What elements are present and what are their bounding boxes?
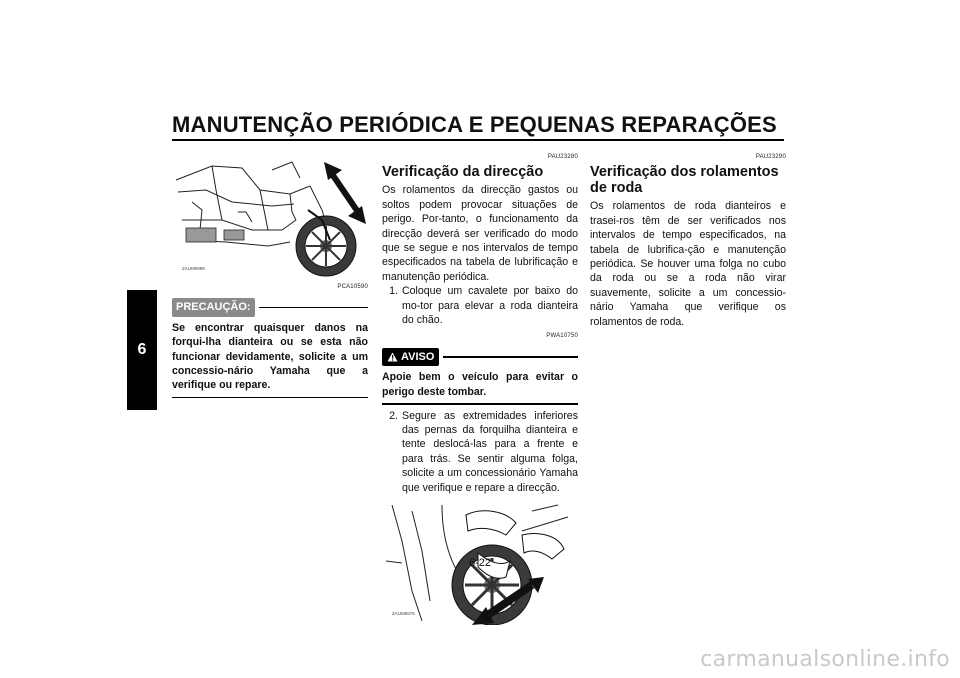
left-column bbox=[172, 150, 368, 398]
step-number: 1. bbox=[389, 285, 398, 298]
warning-header bbox=[382, 348, 578, 366]
chapter-tab: 6 bbox=[127, 290, 157, 410]
section-code: PAU23290 bbox=[755, 154, 786, 160]
wheel-bearings-title: Verificação dos rolamentos de roda bbox=[590, 164, 779, 197]
header-rule bbox=[172, 139, 784, 141]
right-column bbox=[590, 150, 786, 329]
steering-check-title: Verificação da direcção bbox=[382, 164, 544, 181]
wheel-bearings-body: Os rolamentos de roda dianteiros e trasei-ros têm de ser verificados nos intervalos de tempo especificados, na tabela de lubrifica-ção e manutenção periódica. Se houver uma folga no cubo da roda ou se a roda não virar suavemente, solicite a um concessio-nário Yamaha que verifique os rolamentos de roda. bbox=[590, 200, 786, 328]
step-text: Segure as extremidades inferiores das pernas da forquilha dianteira e tente deslocá-las para a frente e para trás. Se sentir alguma folga, solicite a um concessionário Yamaha que verifique e repare a direcção. bbox=[402, 409, 578, 494]
warning-label: AVISO bbox=[401, 350, 435, 363]
step-number: 2. bbox=[389, 409, 398, 422]
front-wheel-graphic bbox=[296, 210, 356, 276]
caution-code: PCA10590 bbox=[337, 284, 368, 290]
warning-rule bbox=[443, 356, 578, 358]
warning-badge bbox=[382, 348, 439, 366]
double-arrow-graphic bbox=[324, 162, 366, 224]
caution-rule bbox=[259, 307, 368, 309]
middle-column bbox=[382, 150, 578, 625]
scooter-fork-figure bbox=[172, 150, 368, 280]
step-1 bbox=[382, 284, 578, 327]
step-2 bbox=[382, 409, 578, 495]
figure-code: ZAUM0999 bbox=[182, 265, 205, 271]
steering-check-body: Os rolamentos da direcção gastos ou soltos podem provocar situações de perigo. Por-tanto, o funcionamento da direcção deverá ser verificado do modo que se segue e nos intervalos de tempo especificados na tabela de lubrificação e manutenção periódica. bbox=[382, 184, 578, 283]
caution-badge: PRECAUÇÃO: bbox=[172, 298, 255, 316]
section-code: PAU23280 bbox=[547, 154, 578, 160]
page-number: 6-22 bbox=[468, 557, 492, 569]
figure-code: ZAUM0675 bbox=[392, 610, 415, 616]
warning-text: Apoie bem o veículo para evitar o perigo deste tombar. bbox=[382, 371, 578, 398]
warning-triangle-icon bbox=[387, 352, 398, 362]
page-title: MANUTENÇÃO PERIÓDICA E PEQUENAS REPARAÇÕES bbox=[172, 112, 777, 137]
scooter-illustration bbox=[172, 150, 368, 280]
caution-end-rule bbox=[172, 397, 368, 399]
warning-code: PWA10750 bbox=[546, 333, 578, 340]
watermark: carmanualsonline.info bbox=[700, 647, 950, 672]
step-text: Coloque um cavalete por baixo do mo-tor para elevar a roda dianteira do chão. bbox=[402, 285, 578, 327]
caution-text: Se encontrar quaisquer danos na forqui-lha dianteira ou se esta não funcionar devidamente, solicite a um concessio-nário Yamaha que a verifique ou repare. bbox=[172, 321, 368, 392]
warning-end-rule bbox=[382, 403, 578, 405]
caution-header bbox=[172, 298, 368, 316]
